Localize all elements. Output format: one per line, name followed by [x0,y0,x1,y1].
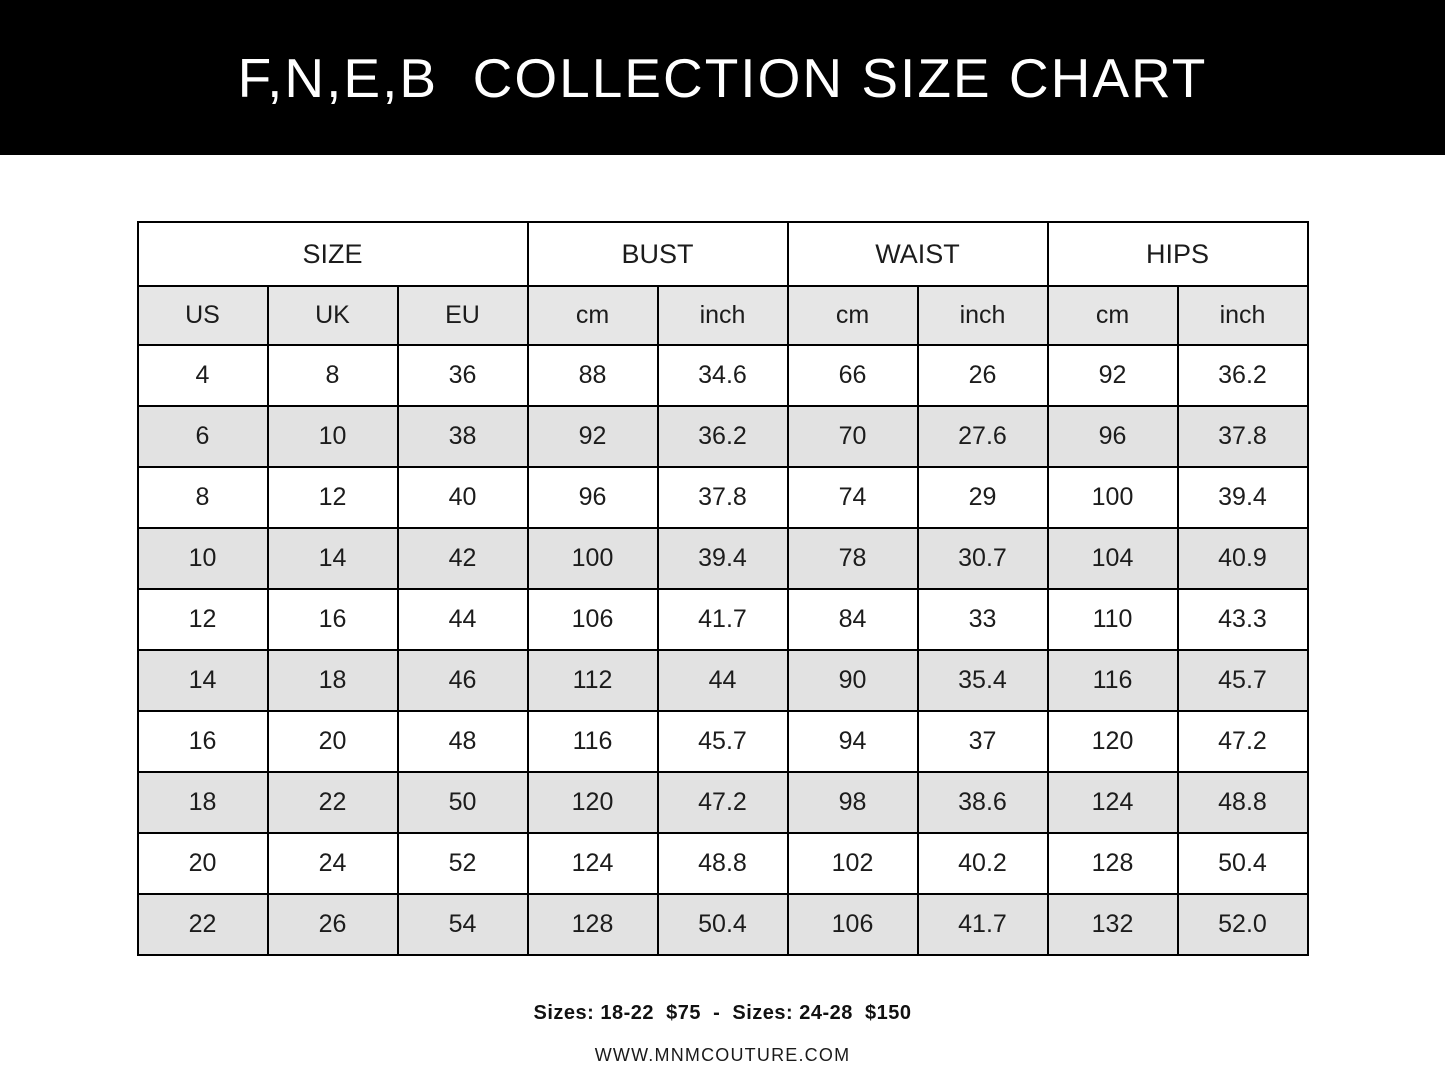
footer-url: WWW.MNMCOUTURE.COM [594,1045,851,1065]
table-cell: 70 [788,406,918,467]
footer-prices: Sizes: 18-22 $75 - Sizes: 24-28 $150 [533,1002,912,1024]
size-chart-table-wrapper [137,221,1309,956]
table-cell: 94 [788,711,918,772]
table-head [138,222,1308,345]
table-row [138,650,1308,711]
table-cell: 24 [268,833,398,894]
table-cell: 26 [918,345,1048,406]
table-cell: 44 [658,650,788,711]
unit-header-cell: inch [658,286,788,345]
table-cell: 16 [268,589,398,650]
table-row [138,467,1308,528]
table-cell: 52 [398,833,528,894]
table-row [138,528,1308,589]
table-cell: 42 [398,528,528,589]
table-row [138,894,1308,955]
table-cell: 47.2 [658,772,788,833]
table-cell: 37.8 [1178,406,1308,467]
table-cell: 128 [1048,833,1178,894]
table-row [138,833,1308,894]
table-cell: 46 [398,650,528,711]
table-cell: 8 [268,345,398,406]
table-cell: 14 [138,650,268,711]
table-cell: 20 [268,711,398,772]
table-cell: 34.6 [658,345,788,406]
table-row [138,772,1308,833]
table-cell: 48.8 [658,833,788,894]
table-cell: 18 [268,650,398,711]
table-cell: 54 [398,894,528,955]
table-cell: 104 [1048,528,1178,589]
table-cell: 110 [1048,589,1178,650]
table-cell: 96 [528,467,658,528]
table-cell: 10 [268,406,398,467]
table-cell: 36.2 [658,406,788,467]
table-cell: 37 [918,711,1048,772]
table-cell: 36.2 [1178,345,1308,406]
table-cell: 100 [528,528,658,589]
table-cell: 37.8 [658,467,788,528]
table-cell: 38 [398,406,528,467]
header-band [0,0,1445,155]
page-title: F,N,E,B COLLECTION SIZE CHART [237,46,1208,109]
table-cell: 100 [1048,467,1178,528]
table-cell: 39.4 [1178,467,1308,528]
table-cell: 12 [138,589,268,650]
table-cell: 74 [788,467,918,528]
table-cell: 20 [138,833,268,894]
table-cell: 8 [138,467,268,528]
table-cell: 116 [1048,650,1178,711]
unit-header-cell: cm [1048,286,1178,345]
table-cell: 40.9 [1178,528,1308,589]
table-cell: 16 [138,711,268,772]
table-cell: 41.7 [658,589,788,650]
table-cell: 116 [528,711,658,772]
table-cell: 48.8 [1178,772,1308,833]
table-cell: 26 [268,894,398,955]
table-cell: 47.2 [1178,711,1308,772]
table-cell: 18 [138,772,268,833]
table-cell: 45.7 [1178,650,1308,711]
table-cell: 88 [528,345,658,406]
table-cell: 36 [398,345,528,406]
table-cell: 112 [528,650,658,711]
unit-header-cell: inch [918,286,1048,345]
table-cell: 35.4 [918,650,1048,711]
table-cell: 38.6 [918,772,1048,833]
table-cell: 30.7 [918,528,1048,589]
table-cell: 50.4 [658,894,788,955]
table-cell: 48 [398,711,528,772]
unit-header-row [138,286,1308,345]
table-cell: 92 [528,406,658,467]
unit-header-cell: cm [528,286,658,345]
group-header-cell: WAIST [788,222,1048,286]
group-header-cell: BUST [528,222,788,286]
table-cell: 29 [918,467,1048,528]
table-cell: 98 [788,772,918,833]
table-cell: 39.4 [658,528,788,589]
table-cell: 84 [788,589,918,650]
group-header-cell: SIZE [138,222,528,286]
table-row [138,589,1308,650]
table-cell: 14 [268,528,398,589]
table-cell: 102 [788,833,918,894]
group-header-row [138,222,1308,286]
table-cell: 124 [1048,772,1178,833]
table-cell: 106 [528,589,658,650]
unit-header-cell: US [138,286,268,345]
table-cell: 78 [788,528,918,589]
size-chart-table [137,221,1309,956]
footer [0,1002,1445,1066]
table-row [138,711,1308,772]
table-cell: 33 [918,589,1048,650]
table-cell: 10 [138,528,268,589]
table-cell: 40.2 [918,833,1048,894]
table-cell: 132 [1048,894,1178,955]
table-cell: 44 [398,589,528,650]
table-cell: 120 [528,772,658,833]
table-cell: 128 [528,894,658,955]
table-cell: 12 [268,467,398,528]
group-header-cell: HIPS [1048,222,1308,286]
table-cell: 90 [788,650,918,711]
table-cell: 106 [788,894,918,955]
table-cell: 45.7 [658,711,788,772]
table-cell: 6 [138,406,268,467]
table-cell: 96 [1048,406,1178,467]
table-row [138,345,1308,406]
table-cell: 41.7 [918,894,1048,955]
table-cell: 124 [528,833,658,894]
table-cell: 22 [268,772,398,833]
table-cell: 4 [138,345,268,406]
table-row [138,406,1308,467]
unit-header-cell: inch [1178,286,1308,345]
table-cell: 43.3 [1178,589,1308,650]
table-cell: 50.4 [1178,833,1308,894]
table-body [138,345,1308,955]
unit-header-cell: UK [268,286,398,345]
table-cell: 22 [138,894,268,955]
table-cell: 120 [1048,711,1178,772]
unit-header-cell: cm [788,286,918,345]
table-cell: 50 [398,772,528,833]
table-cell: 66 [788,345,918,406]
table-cell: 27.6 [918,406,1048,467]
unit-header-cell: EU [398,286,528,345]
table-cell: 40 [398,467,528,528]
table-cell: 52.0 [1178,894,1308,955]
table-cell: 92 [1048,345,1178,406]
